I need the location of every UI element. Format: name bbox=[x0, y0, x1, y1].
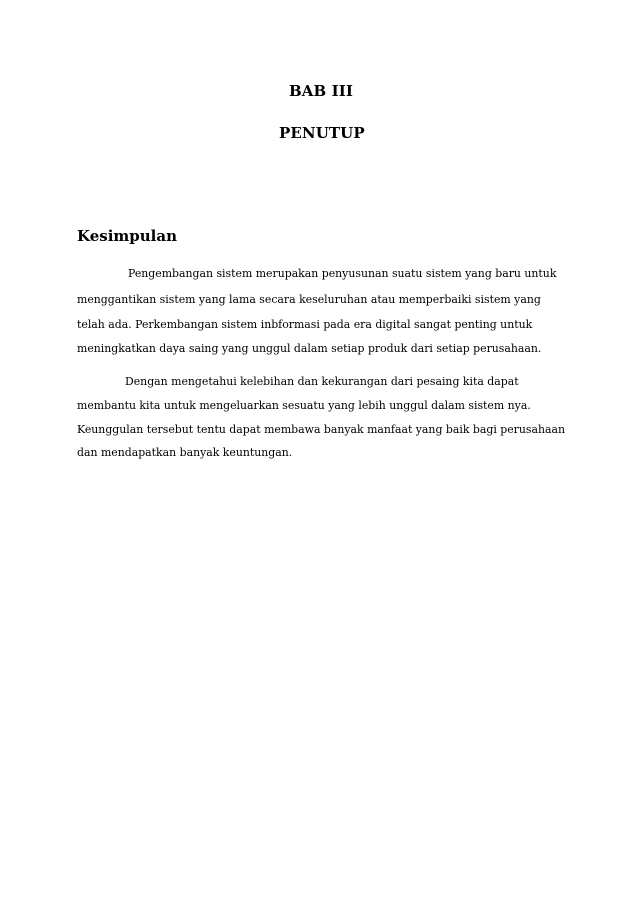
chapter-title: PENUTUP bbox=[279, 124, 365, 142]
paragraph-1-line-2: menggantikan sistem yang lama secara keseluruhan atau memperbaiki sistem yang bbox=[77, 293, 541, 306]
paragraph-1-line-3: telah ada. Perkembangan sistem inbformasi pada era digital sangat penting untuk bbox=[77, 318, 533, 331]
chapter-number: BAB III bbox=[289, 82, 353, 100]
section-heading: Kesimpulan bbox=[77, 227, 177, 245]
paragraph-2-line-1: Dengan mengetahui kelebihan dan kekurangan dari pesaing kita dapat bbox=[125, 375, 519, 388]
paragraph-2-line-2: membantu kita untuk mengeluarkan sesuatu yang lebih unggul dalam sistem nya. bbox=[77, 399, 531, 412]
paragraph-2-line-3: Keunggulan tersebut tentu dapat membawa banyak manfaat yang baik bagi perusahaan bbox=[77, 423, 565, 436]
paragraph-1-line-4: meningkatkan daya saing yang unggul dalam setiap produk dari setiap perusahaan. bbox=[77, 342, 542, 355]
paragraph-2-line-4: dan mendapatkan banyak keuntungan. bbox=[77, 446, 293, 459]
paragraph-1-line-1: Pengembangan sistem merupakan penyusunan suatu sistem yang baru untuk bbox=[128, 267, 557, 280]
